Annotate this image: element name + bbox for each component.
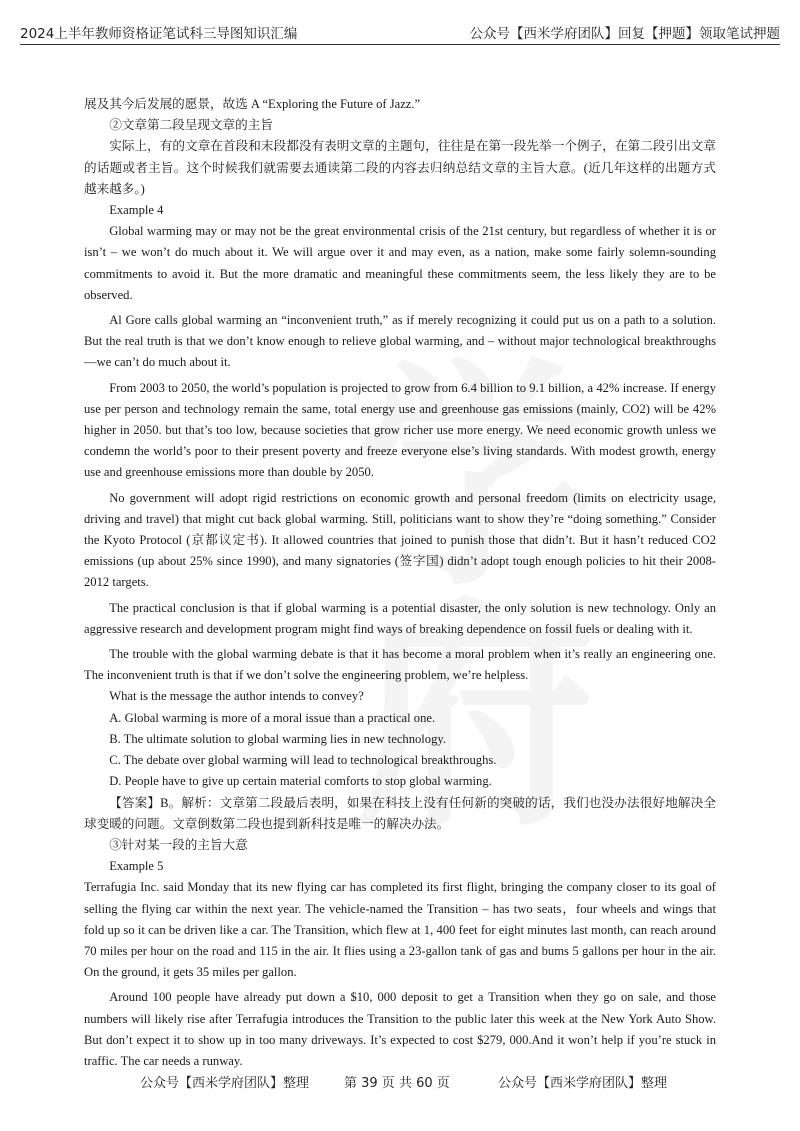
passage-paragraph: Terrafugia Inc. said Monday that its new flying car has completed its first flight, bringing the company closer to its goal of selling the flying car within the next year. The vehicle-named the Transition – has two seats，four wheels and wings that fold up so it can be driven like a car. The Transition, which flew at 1, 400 feet for eight minutes last month, can reach around 70 miles per hour on the road and 115 in the air. It flies using a 23-gallon tank of gas and bums 5 gallons per hour in the air. On the ground, it gets 35 miles per gallon. [84,880,716,980]
question-stem: What is the message the author intends to convey? [109,689,364,704]
passage-paragraph: Global warming may or may not be the great environmental crisis of the 21st century, but regardless of whether it is or isn’t – we won’t do much about it. We will argue over it and may even, as a nation, make some fairly solemn-sounding commitments to avoid it. But the more dramatic and meaningful these commitments seem, the less likely they are to be observed. [84,224,716,302]
page-header [20,22,780,45]
paragraph-explanation: 实际上，有的文章在首段和末段都没有表明文章的主题句，往往是在第一段先举一个例子，在第二段引出文章的话题或者主旨。这个时候我们就需要去通读第二段的内容去归纳总结文章的主旨大意。(近几年这样的出题方式越来越多。) [84,139,716,196]
passage-paragraph: From 2003 to 2050, the world’s population is projected to grow from 6.4 billion to 9.1 billion, a 42% increase. If energy use per person and technology remain the same, total energy use and greenhouse gas emissions (mainly, CO2) will be 42% higher in 2050. but that’s too low, because societies that grow richer use more energy. We need economic growth unless we condemn the world’s poor to their present poverty and freeze everyone else’s living standards. With modest growth, energy use and greenhouse emissions more than double by 2050. [84,380,716,480]
option-b: B. The ultimate solution to global warming lies in new technology. [109,731,447,746]
section-heading: ②文章第二段呈现文章的主旨 [109,118,273,133]
document-body [84,94,716,1072]
header-title: 2024上半年教师资格证笔试科三导图知识汇编 [20,26,298,42]
paragraph-continuation: 展及其今后发展的愿景，故选 A “Exploring the Future of Jazz.” [84,97,421,111]
answer-explanation: 【答案】B。解析：文章第二段最后表明，如果在科技上没有任何新的突破的话，我们也没办法很好地解决全球变暖的问题。文章倒数第二段也提到新科技是唯一的解决办法。 [84,795,716,831]
page-footer [0,1072,800,1092]
section-heading: ③针对某一段的主旨大意 [109,837,248,852]
passage-paragraph: The trouble with the global warming debate is that it has become a moral problem when it’s really an engineering one. The inconvenient truth is that if we don’t solve the engineering problem, we’re helpless. [84,647,716,683]
option-c: C. The debate over global warming will lead to technological breakthroughs. [109,753,497,768]
passage-paragraph: The practical conclusion is that if global warming is a potential disaster, the only solution is new technology. Only an aggressive research and development program might find ways of breaking dependence on fossil fuels or dealing with it. [84,600,716,636]
page-number: 第 39 页 共 60 页 [344,1076,450,1091]
example-label: Example 5 [109,859,164,874]
passage-paragraph: Around 100 people have already put down a $10, 000 deposit to get a Transition when they go on sale, and those numbers will likely rise after Terrafugia introduces the Transition to the public later this week at the New York Auto Show. But don’t expect it to show up in too many driveways. It’s expected to cost $279, 000.And it won’t help if you’re stuck in traffic. The car needs a runway. [84,990,716,1068]
option-d: D. People have to give up certain material comforts to stop global warming. [109,774,492,789]
footer-left: 公众号【西米学府团队】整理 [140,1076,310,1091]
header-promo: 公众号【西米学府团队】回复【押题】领取笔试押题 [469,26,780,42]
example-label: Example 4 [109,203,164,218]
footer-right: 公众号【西米学府团队】整理 [498,1076,668,1091]
option-a: A. Global warming is more of a moral issue than a practical one. [109,710,436,725]
passage-paragraph: No government will adopt rigid restrictions on economic growth and personal freedom (limits on electricity usage, driving and travel) that might cut back global warming. Still, politicians want to show they’re “doing something.” Consider the Kyoto Protocol (京都议定书). It allowed countries that joined to punish those that didn’t. But it hasn’t reduced CO2 emissions (up about 25% since 1990), and many signatories (签字国) didn’t adopt tough enough policies to hit their 2008-2012 targets. [84,490,716,590]
passage-paragraph: Al Gore calls global warming an “inconvenient truth,” as if merely recognizing it could put us on a path to a solution. But the real truth is that we don’t know enough to relieve global warming, and – without major technological breakthroughs—we can’t do much about it. [84,313,716,370]
